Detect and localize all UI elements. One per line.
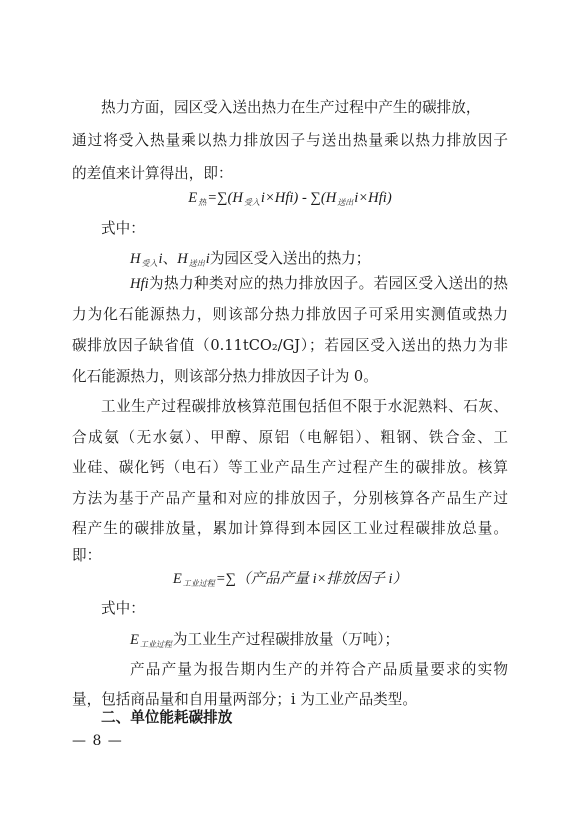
definition-industrial-e: $E_{工业过程}$为工业生产过程碳排放量（万吨）； xyxy=(130,631,400,649)
where-label-1: 式中： xyxy=(101,220,145,237)
formula-industrial: $E_{工业过程}=\sum$（产品产量 i×排放因子 i） xyxy=(172,571,408,588)
where-label-2: 式中： xyxy=(101,600,145,617)
paragraph-industrial-line-5: 程产生的碳排放量，累加计算得到本园区工业过程碳排放总量。 xyxy=(72,520,508,537)
paragraph-product-line-2: 量，包括商品量和自用量两部分；i 为工业产品类型。 xyxy=(72,691,417,708)
definition-hfi-line-1: Hfi为热力种类对应的热力排放因子。若园区受入送出的热 xyxy=(130,275,508,292)
definition-hfi-line-4: 化石能源热力，则该部分热力排放因子计为 0。 xyxy=(72,368,378,385)
paragraph-industrial-line-3: 业硅、碳化钙（电石）等工业产品生产过程产生的碳排放。核算 xyxy=(72,459,508,476)
page-number: — 8 — xyxy=(72,733,123,749)
paragraph-industrial-line-6: 即： xyxy=(72,547,102,564)
definition-hfi-line-2: 力为化石能源热力，则该部分热力排放因子可采用实测值或热力 xyxy=(72,306,508,323)
section-heading: 二、单位能耗碳排放 xyxy=(101,709,233,726)
paragraph-industrial-line-2: 合成氨（无水氨）、甲醇、原铝（电解铝）、粗钢、铁合金、工 xyxy=(72,429,508,446)
definition-heat-h: $H_{受入}i$、$H_{送出}i$为园区受入送出的热力； xyxy=(130,250,371,268)
paragraph-heat-line-1: 热力方面，园区受入送出热力在生产过程中产生的碳排放， xyxy=(101,99,481,116)
definition-hfi-line-3: 碳排放因子缺省值（0.11tCO₂/GJ）；若园区受入送出的热力为非 xyxy=(72,337,508,354)
paragraph-product-line-1: 产品产量为报告期内生产的并符合产品质量要求的实物 xyxy=(130,661,508,678)
paragraph-heat-line-2: 通过将受入热量乘以热力排放因子与送出热量乘以热力排放因子 xyxy=(72,132,508,149)
paragraph-industrial-line-4: 方法为基于产品产量和对应的排放因子，分别核算各产品生产过 xyxy=(72,490,508,507)
paragraph-heat-line-3: 的差值来计算得出，即： xyxy=(72,165,233,182)
paragraph-industrial-line-1: 工业生产过程碳排放核算范围包括但不限于水泥熟料、石灰、 xyxy=(101,398,508,415)
formula-heat: $E_热=\sum(H_{受入}i\times Hfi) - \sum(H_{送出}i\times Hfi)$ xyxy=(188,190,392,207)
